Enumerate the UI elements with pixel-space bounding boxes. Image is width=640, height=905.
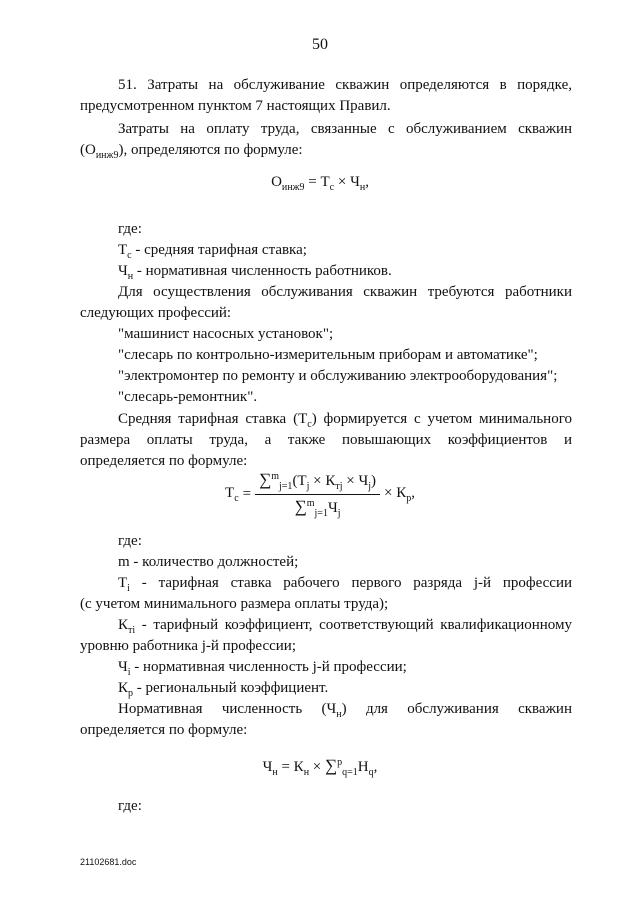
definition-kti-line2: уровню работника j-й профессии; bbox=[80, 638, 296, 654]
footer-filename: 21102681.doc bbox=[80, 857, 137, 867]
paragraph-labor-line2: $(О_{инж9})$, определяются по формуле: bbox=[80, 142, 303, 161]
profession-item: "машинист насосных установок"; bbox=[118, 326, 334, 342]
formula-average-rate: $Т_с$ = $\frac{\sum^m_{j=1}(Т_j \times К_{тj} \times Ч_j)}{\sum^m_{j=1}Ч_j}$ × $К_р$, bbox=[225, 470, 415, 519]
professions-intro-line2: следующих профессий: bbox=[80, 305, 232, 321]
where-label-3: где: bbox=[118, 798, 142, 814]
rate-paragraph-line3: определяется по формуле: bbox=[80, 453, 248, 469]
paragraph-51-line2: предусмотренном пунктом 7 настоящих Правил. bbox=[80, 98, 391, 114]
norm-paragraph-line1: Нормативная численность $(Ч_н)$ для обслуживания скважин bbox=[118, 701, 572, 720]
profession-item: "слесарь-ремонтник". bbox=[118, 389, 258, 405]
norm-paragraph-line2: определяется по формуле: bbox=[80, 722, 248, 738]
profession-item: "слесарь по контрольно-измерительным приборам и автоматике"; bbox=[118, 347, 538, 363]
page-number: 50 bbox=[312, 36, 328, 53]
profession-item: "электромонтер по ремонту и обслуживанию электрооборудования"; bbox=[118, 368, 558, 384]
definition-ti-line2: (с учетом минимального размера оплаты труда); bbox=[80, 596, 389, 612]
definition-tc: $Т_с$ - средняя тарифная ставка; bbox=[118, 242, 307, 261]
definition-ti-line1: $Т_i$ - тарифная ставка рабочего первого разряда j-й профессии bbox=[118, 575, 572, 594]
definition-kr: $К_р$ - региональный коэффициент. bbox=[118, 680, 329, 699]
definition-chi: $Ч_i$ - нормативная численность j-й профессии; bbox=[118, 659, 407, 678]
rate-paragraph-line1: Средняя тарифная ставка $(Т_с)$ формируется с учетом минимального bbox=[118, 411, 572, 430]
rate-paragraph-line2: размера оплаты труда, а также повышающих коэффициентов и bbox=[80, 432, 572, 448]
definition-kti-line1: $К_{тi}$ - тарифный коэффициент, соответствующий квалификационному bbox=[118, 617, 572, 636]
definition-m: m - количество должностей; bbox=[118, 554, 299, 570]
formula-labor-cost: $О_{инж9} = Т_с \times Ч_н$, bbox=[271, 174, 369, 193]
formula-normative-headcount: $Ч_н = К_н \times \sum^p_{q=1}Н_q$, bbox=[262, 756, 378, 778]
where-label-2: где: bbox=[118, 533, 142, 549]
paragraph-labor-line1: Затраты на оплату труда, связанные с обслуживанием скважин bbox=[118, 121, 572, 137]
where-label-1: где: bbox=[118, 221, 142, 237]
definition-chn: $Ч_н$ - нормативная численность работников. bbox=[118, 263, 392, 282]
paragraph-51-line1: 51. Затраты на обслуживание скважин определяются в порядке, bbox=[118, 77, 572, 93]
professions-intro-line1: Для осуществления обслуживания скважин требуются работники bbox=[118, 284, 572, 300]
